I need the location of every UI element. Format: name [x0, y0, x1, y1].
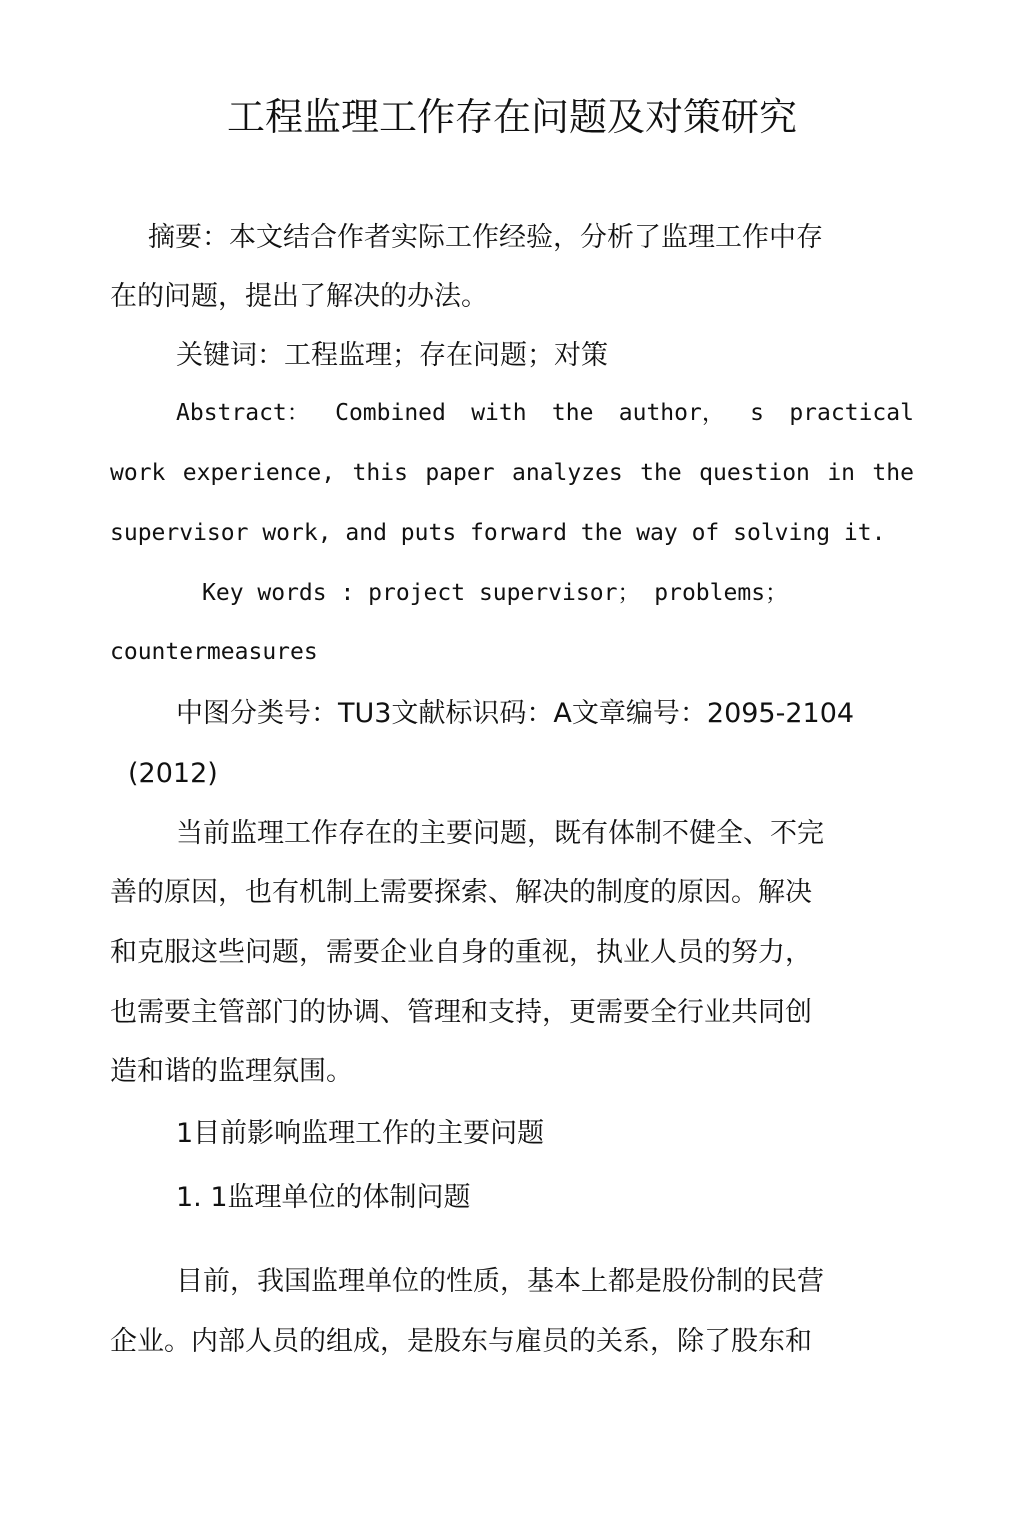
body-paragraph-line: 企业。内部人员的组成，是股东与雇员的关系，除了股东和 — [110, 1326, 812, 1357]
abstract-en-word: this — [352, 460, 408, 486]
abstract-en-line-1 — [176, 402, 914, 425]
abstract-en-word: question — [699, 460, 810, 486]
abstract-en-word: practical — [789, 400, 914, 426]
intro-paragraph-line: 当前监理工作存在的主要问题，既有体制不健全、不完 — [176, 818, 824, 849]
intro-paragraph-line: 善的原因，也有机制上需要探索、解决的制度的原因。解决 — [110, 877, 812, 908]
intro-paragraph-line: 和克服这些问题，需要企业自身的重视，执业人员的努力， — [110, 937, 812, 968]
abstract-en-word: Abstract： — [176, 400, 310, 426]
intro-paragraph-line: 也需要主管部门的协调、管理和支持，更需要全行业共同创 — [110, 997, 812, 1028]
classification-line-1: 中图分类号：TU3文献标识码：A文章编号：2095-2104 — [176, 698, 855, 729]
abstract-en-word: with — [471, 400, 527, 426]
keywords-en-line-1: Key words : project supervisor； problems； — [202, 580, 789, 606]
classification-line-2: (2012) — [128, 758, 218, 789]
abstract-en-word: the — [551, 400, 594, 426]
section-heading-1-1: 1. 1监理单位的体制问题 — [176, 1182, 471, 1213]
abstract-en-word: the — [872, 460, 914, 486]
keywords-en-line-2: countermeasures — [110, 639, 318, 665]
intro-paragraph-line: 造和谐的监理氛围。 — [110, 1056, 353, 1087]
abstract-en-word: Combined — [335, 400, 446, 426]
abstract-en-word: experience, — [182, 460, 336, 486]
abstract-en-word: analyzes — [511, 460, 623, 486]
abstract-cn-line-2: 在的问题，提出了解决的办法。 — [110, 281, 488, 312]
abstract-en-word: work — [110, 460, 166, 486]
section-heading-1: 1目前影响监理工作的主要问题 — [176, 1118, 545, 1149]
keywords-cn: 关键词：工程监理；存在问题；对策 — [176, 340, 608, 371]
abstract-en-word: s — [750, 400, 765, 426]
body-paragraph-line: 目前，我国监理单位的性质，基本上都是股份制的民营 — [176, 1266, 824, 1297]
abstract-en-word: paper — [425, 460, 495, 486]
abstract-en-word: in — [827, 460, 856, 486]
abstract-cn-line-1: 摘要：本文结合作者实际工作经验，分析了监理工作中存 — [148, 222, 823, 253]
abstract-en-line-3: supervisor work, and puts forward the way of solving it. — [110, 520, 886, 546]
page-title: 工程监理工作存在问题及对策研究 — [226, 95, 797, 139]
abstract-en-word: the — [640, 460, 682, 486]
abstract-en-word: author， — [618, 400, 725, 426]
abstract-en-line-2 — [110, 462, 914, 485]
